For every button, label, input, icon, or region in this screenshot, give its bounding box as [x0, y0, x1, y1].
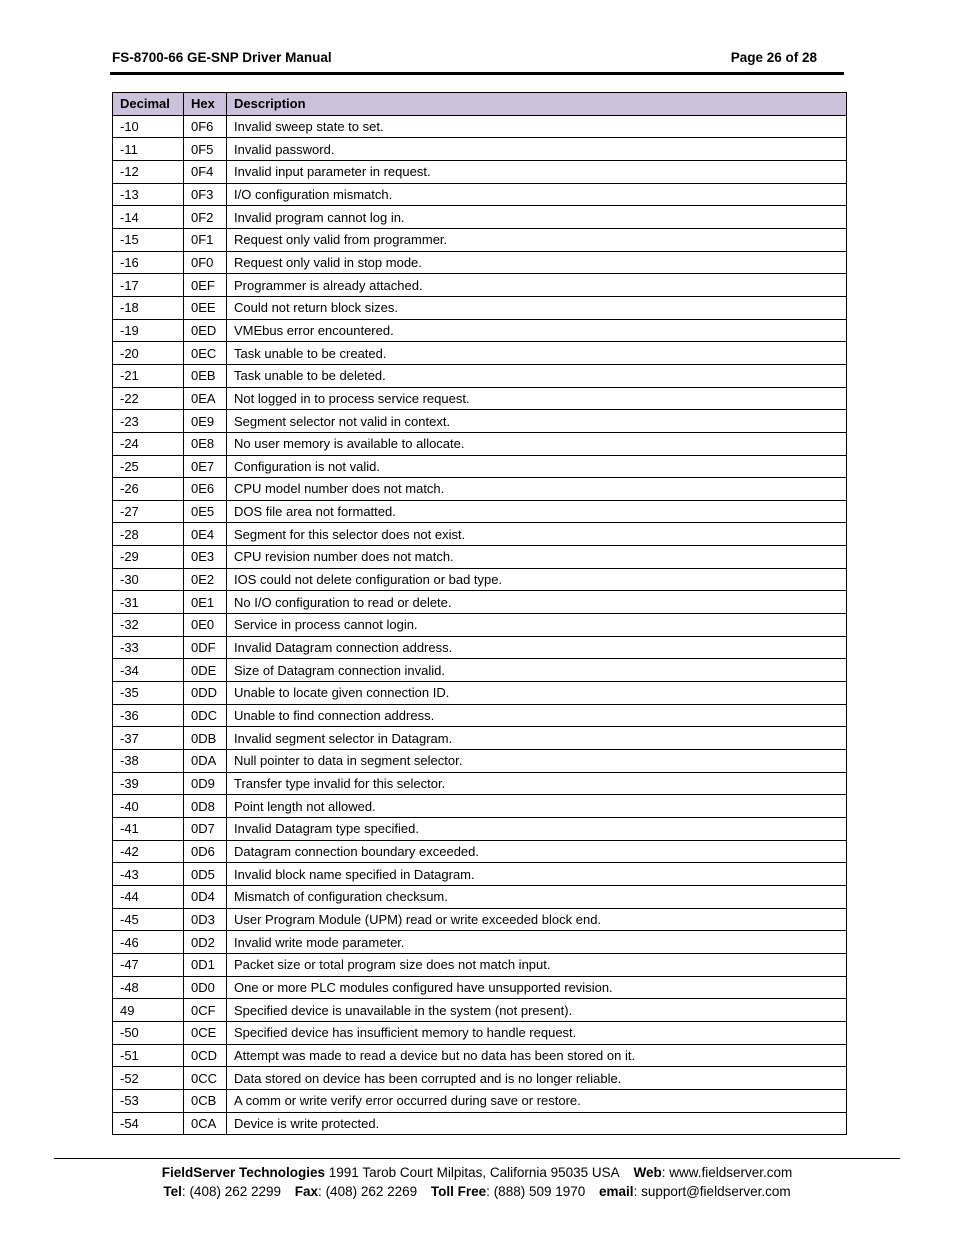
table-row	[113, 319, 847, 342]
cell-decimal: -32	[113, 614, 184, 637]
error-code-table	[112, 92, 847, 1135]
cell-description: Invalid block name specified in Datagram.	[227, 863, 847, 886]
table-row	[113, 342, 847, 365]
cell-decimal: -38	[113, 750, 184, 773]
cell-description: Mismatch of configuration checksum.	[227, 885, 847, 908]
cell-hex: 0DB	[184, 727, 227, 750]
cell-description: Null pointer to data in segment selector.	[227, 750, 847, 773]
cell-hex: 0E2	[184, 568, 227, 591]
footer-address: 1991 Tarob Court Milpitas, California 95035 USA	[328, 1165, 620, 1180]
cell-hex: 0F5	[184, 138, 227, 161]
footer-line-2: Tel: (408) 262 2299 Fax: (408) 262 2269 Toll Free: (888) 509 1970 email: support@fieldserver.com	[163, 1184, 791, 1199]
cell-decimal: -15	[113, 228, 184, 251]
cell-description: IOS could not delete configuration or bad type.	[227, 568, 847, 591]
cell-description: Size of Datagram connection invalid.	[227, 659, 847, 682]
cell-description: Segment selector not valid in context.	[227, 410, 847, 433]
cell-decimal: -47	[113, 953, 184, 976]
cell-hex: 0EC	[184, 342, 227, 365]
cell-hex: 0E3	[184, 546, 227, 569]
table-row	[113, 251, 847, 274]
table-row	[113, 591, 847, 614]
cell-decimal: -26	[113, 478, 184, 501]
table-row	[113, 659, 847, 682]
cell-hex: 0E4	[184, 523, 227, 546]
cell-hex: 0D0	[184, 976, 227, 999]
cell-hex: 0F6	[184, 115, 227, 138]
cell-decimal: -45	[113, 908, 184, 931]
cell-description: Point length not allowed.	[227, 795, 847, 818]
footer-company: FieldServer Technologies	[161, 1165, 326, 1180]
cell-hex: 0EB	[184, 364, 227, 387]
cell-decimal: -11	[113, 138, 184, 161]
footer-tel: (408) 262 2299	[189, 1184, 282, 1199]
table-row	[113, 795, 847, 818]
cell-hex: 0CF	[184, 999, 227, 1022]
cell-description: I/O configuration mismatch.	[227, 183, 847, 206]
cell-description: One or more PLC modules configured have unsupported revision.	[227, 976, 847, 999]
cell-decimal: -41	[113, 818, 184, 841]
cell-description: DOS file area not formatted.	[227, 500, 847, 523]
cell-description: Packet size or total program size does not match input.	[227, 953, 847, 976]
cell-hex: 0E9	[184, 410, 227, 433]
page-number: Page 26 of 28	[730, 50, 817, 65]
cell-decimal: 49	[113, 999, 184, 1022]
table-row	[113, 614, 847, 637]
table-row	[113, 274, 847, 297]
table-row	[113, 160, 847, 183]
cell-hex: 0CA	[184, 1112, 227, 1135]
cell-decimal: -40	[113, 795, 184, 818]
cell-decimal: -44	[113, 885, 184, 908]
cell-description: Request only valid in stop mode.	[227, 251, 847, 274]
cell-description: Could not return block sizes.	[227, 296, 847, 319]
cell-hex: 0E7	[184, 455, 227, 478]
cell-description: Invalid segment selector in Datagram.	[227, 727, 847, 750]
cell-description: Not logged in to process service request.	[227, 387, 847, 410]
cell-description: Unable to find connection address.	[227, 704, 847, 727]
cell-description: Programmer is already attached.	[227, 274, 847, 297]
cell-hex: 0DD	[184, 682, 227, 705]
cell-hex: 0F4	[184, 160, 227, 183]
cell-description: Invalid Datagram type specified.	[227, 818, 847, 841]
cell-description: Task unable to be deleted.	[227, 364, 847, 387]
cell-decimal: -35	[113, 682, 184, 705]
cell-hex: 0CB	[184, 1089, 227, 1112]
cell-description: A comm or write verify error occurred during save or restore.	[227, 1089, 847, 1112]
table-row	[113, 863, 847, 886]
cell-decimal: -14	[113, 206, 184, 229]
footer-email-label: email	[599, 1184, 634, 1199]
cell-description: Transfer type invalid for this selector.	[227, 772, 847, 795]
cell-decimal: -39	[113, 772, 184, 795]
table-row	[113, 908, 847, 931]
cell-description: No user memory is available to allocate.	[227, 432, 847, 455]
table-row	[113, 931, 847, 954]
cell-decimal: -42	[113, 840, 184, 863]
cell-description: Request only valid from programmer.	[227, 228, 847, 251]
cell-description: VMEbus error encountered.	[227, 319, 847, 342]
table-body	[113, 115, 847, 1135]
cell-decimal: -50	[113, 1021, 184, 1044]
cell-description: Invalid Datagram connection address.	[227, 636, 847, 659]
page-footer	[54, 1163, 900, 1201]
cell-decimal: -18	[113, 296, 184, 319]
header-divider	[110, 72, 844, 75]
cell-decimal: -24	[113, 432, 184, 455]
footer-fax-label: Fax	[294, 1184, 319, 1199]
table-row	[113, 115, 847, 138]
cell-decimal: -17	[113, 274, 184, 297]
cell-hex: 0DE	[184, 659, 227, 682]
table-row	[113, 387, 847, 410]
cell-hex: 0F1	[184, 228, 227, 251]
table-row	[113, 364, 847, 387]
cell-description: Datagram connection boundary exceeded.	[227, 840, 847, 863]
cell-description: Task unable to be created.	[227, 342, 847, 365]
footer-web-label: Web	[633, 1165, 662, 1180]
table-row	[113, 523, 847, 546]
cell-hex: 0CC	[184, 1067, 227, 1090]
cell-decimal: -48	[113, 976, 184, 999]
cell-hex: 0F0	[184, 251, 227, 274]
cell-decimal: -30	[113, 568, 184, 591]
cell-description: No I/O configuration to read or delete.	[227, 591, 847, 614]
cell-description: Specified device has insufficient memory to handle request.	[227, 1021, 847, 1044]
cell-decimal: -23	[113, 410, 184, 433]
column-header-description: Description	[227, 93, 847, 116]
cell-hex: 0CD	[184, 1044, 227, 1067]
cell-description: User Program Module (UPM) read or write exceeded block end.	[227, 908, 847, 931]
table-row	[113, 500, 847, 523]
cell-description: Attempt was made to read a device but no data has been stored on it.	[227, 1044, 847, 1067]
cell-decimal: -20	[113, 342, 184, 365]
table-row	[113, 478, 847, 501]
cell-hex: 0D2	[184, 931, 227, 954]
column-header-hex: Hex	[184, 93, 227, 116]
page-header	[112, 50, 817, 70]
cell-decimal: -33	[113, 636, 184, 659]
footer-tollfree-label: Toll Free	[430, 1184, 487, 1199]
cell-hex: 0F2	[184, 206, 227, 229]
cell-decimal: -16	[113, 251, 184, 274]
cell-description: CPU revision number does not match.	[227, 546, 847, 569]
cell-decimal: -21	[113, 364, 184, 387]
cell-hex: 0E1	[184, 591, 227, 614]
table-row	[113, 727, 847, 750]
table-row	[113, 228, 847, 251]
cell-decimal: -10	[113, 115, 184, 138]
cell-hex: 0D3	[184, 908, 227, 931]
cell-description: Invalid input parameter in request.	[227, 160, 847, 183]
cell-description: Invalid password.	[227, 138, 847, 161]
table-row	[113, 1067, 847, 1090]
cell-description: Configuration is not valid.	[227, 455, 847, 478]
table-row	[113, 682, 847, 705]
cell-description: Invalid program cannot log in.	[227, 206, 847, 229]
cell-description: Device is write protected.	[227, 1112, 847, 1135]
table-row	[113, 704, 847, 727]
cell-hex: 0D8	[184, 795, 227, 818]
cell-description: Unable to locate given connection ID.	[227, 682, 847, 705]
cell-decimal: -46	[113, 931, 184, 954]
table-row	[113, 138, 847, 161]
cell-hex: 0D5	[184, 863, 227, 886]
table-row	[113, 636, 847, 659]
table-row	[113, 432, 847, 455]
table-row	[113, 568, 847, 591]
cell-hex: 0D1	[184, 953, 227, 976]
table-row	[113, 1044, 847, 1067]
cell-decimal: -22	[113, 387, 184, 410]
cell-hex: 0ED	[184, 319, 227, 342]
cell-decimal: -37	[113, 727, 184, 750]
cell-hex: 0D9	[184, 772, 227, 795]
footer-divider	[54, 1158, 900, 1159]
cell-hex: 0D6	[184, 840, 227, 863]
table-row	[113, 410, 847, 433]
cell-decimal: -29	[113, 546, 184, 569]
cell-hex: 0DC	[184, 704, 227, 727]
cell-decimal: -43	[113, 863, 184, 886]
table-row	[113, 840, 847, 863]
table-row	[113, 976, 847, 999]
cell-hex: 0EF	[184, 274, 227, 297]
cell-decimal: -28	[113, 523, 184, 546]
table-row	[113, 772, 847, 795]
cell-hex: 0DA	[184, 750, 227, 773]
cell-decimal: -52	[113, 1067, 184, 1090]
cell-hex: 0E0	[184, 614, 227, 637]
footer-web: www.fieldserver.com	[669, 1165, 793, 1180]
table-row	[113, 818, 847, 841]
cell-decimal: -36	[113, 704, 184, 727]
cell-decimal: -12	[113, 160, 184, 183]
cell-decimal: -54	[113, 1112, 184, 1135]
cell-decimal: -27	[113, 500, 184, 523]
footer-line-1: FieldServer Technologies 1991 Tarob Court Milpitas, California 95035 USA Web: www.fieldserver.com	[161, 1165, 793, 1180]
cell-decimal: -53	[113, 1089, 184, 1112]
cell-decimal: -25	[113, 455, 184, 478]
table-row	[113, 1021, 847, 1044]
table-header-row	[113, 93, 847, 116]
cell-hex: 0F3	[184, 183, 227, 206]
table-row	[113, 953, 847, 976]
cell-decimal: -34	[113, 659, 184, 682]
cell-description: Segment for this selector does not exist.	[227, 523, 847, 546]
cell-hex: 0E6	[184, 478, 227, 501]
cell-hex: 0EE	[184, 296, 227, 319]
cell-description: Service in process cannot login.	[227, 614, 847, 637]
footer-email: support@fieldserver.com	[641, 1184, 791, 1199]
table-row	[113, 1089, 847, 1112]
cell-hex: 0E5	[184, 500, 227, 523]
document-title: FS-8700-66 GE-SNP Driver Manual	[112, 50, 332, 65]
cell-hex: 0D7	[184, 818, 227, 841]
footer-tel-label: Tel	[163, 1184, 182, 1199]
cell-decimal: -51	[113, 1044, 184, 1067]
cell-description: Invalid sweep state to set.	[227, 115, 847, 138]
column-header-decimal: Decimal	[113, 93, 184, 116]
cell-hex: 0D4	[184, 885, 227, 908]
cell-decimal: -19	[113, 319, 184, 342]
cell-description: Specified device is unavailable in the system (not present).	[227, 999, 847, 1022]
cell-decimal: -13	[113, 183, 184, 206]
cell-hex: 0DF	[184, 636, 227, 659]
footer-fax: (408) 262 2269	[325, 1184, 418, 1199]
table-row	[113, 750, 847, 773]
table-row	[113, 885, 847, 908]
cell-description: Invalid write mode parameter.	[227, 931, 847, 954]
table-row	[113, 296, 847, 319]
cell-decimal: -31	[113, 591, 184, 614]
cell-hex: 0CE	[184, 1021, 227, 1044]
table-row	[113, 455, 847, 478]
cell-hex: 0EA	[184, 387, 227, 410]
footer-tollfree: (888) 509 1970	[493, 1184, 586, 1199]
table-row	[113, 1112, 847, 1135]
table-row	[113, 999, 847, 1022]
cell-description: CPU model number does not match.	[227, 478, 847, 501]
cell-hex: 0E8	[184, 432, 227, 455]
table-row	[113, 206, 847, 229]
cell-description: Data stored on device has been corrupted and is no longer reliable.	[227, 1067, 847, 1090]
table-row	[113, 183, 847, 206]
table-row	[113, 546, 847, 569]
